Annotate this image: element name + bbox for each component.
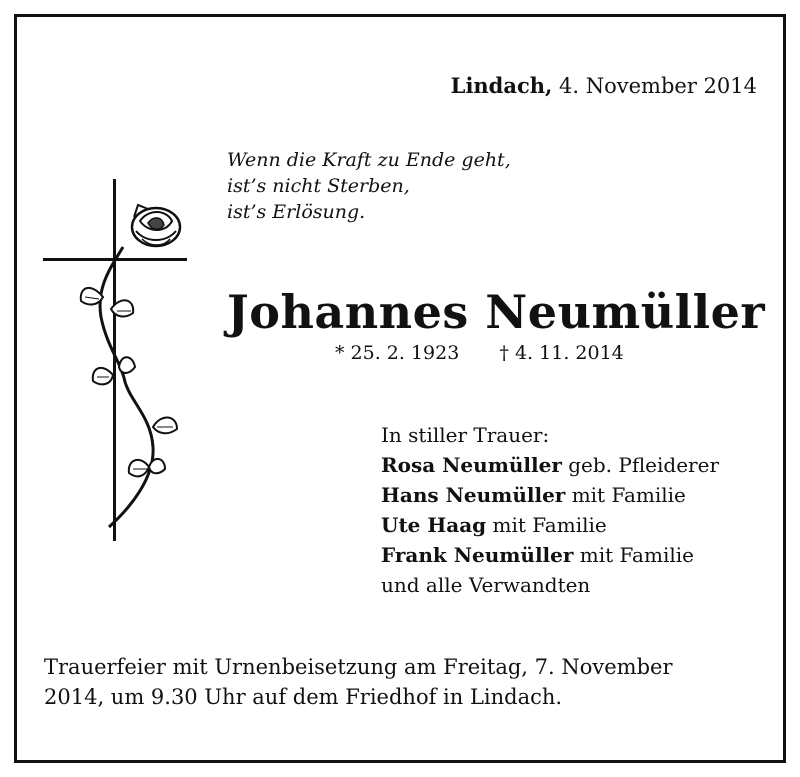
mourner-name: Ute Haag [381, 513, 487, 537]
mourners-closing: und alle Verwandten [381, 573, 591, 597]
dateline-place: Lindach, [450, 73, 553, 98]
death-date: 4. 11. 2014 [514, 342, 624, 364]
death-symbol: † [499, 342, 509, 364]
deceased-name: Johannes Neumüller [227, 285, 766, 339]
mourner-name: Hans Neumüller [381, 483, 566, 507]
poem-line: ist’s Erlösung. [227, 201, 366, 223]
dateline [451, 73, 757, 98]
life-dates [335, 342, 624, 364]
born-symbol: * [335, 342, 345, 364]
mourner-suffix: mit Familie [492, 513, 607, 537]
obituary-frame [14, 14, 786, 763]
list-item [381, 510, 719, 540]
birth-date: 25. 2. 1923 [350, 342, 460, 364]
mourner-suffix: mit Familie [571, 483, 686, 507]
funeral-notice [44, 652, 774, 712]
list-item [381, 450, 719, 480]
list-item [381, 480, 719, 510]
notice-line: Trauerfeier mit Urnenbeisetzung am Freitag, 7. November [44, 655, 673, 679]
mourner-name: Rosa Neumüller [381, 453, 562, 477]
poem-line: ist’s nicht Sterben, [227, 175, 410, 197]
cross-with-rose-icon [41, 177, 201, 547]
mourners-list [381, 420, 719, 600]
mourner-suffix: mit Familie [579, 543, 694, 567]
mourner-suffix: geb. Pfleiderer [568, 453, 719, 477]
dateline-date: 4. November 2014 [559, 74, 757, 98]
poem-line: Wenn die Kraft zu Ende geht, [227, 149, 511, 171]
mourner-name: Frank Neumüller [381, 543, 574, 567]
list-item [381, 540, 719, 570]
notice-line: 2014, um 9.30 Uhr auf dem Friedhof in Lindach. [44, 685, 563, 709]
mourners-intro: In stiller Trauer: [381, 423, 550, 447]
poem [227, 147, 511, 225]
